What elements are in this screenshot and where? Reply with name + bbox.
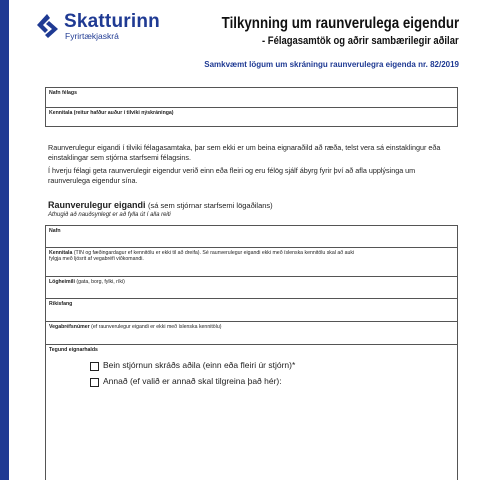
owner-section-hint: (sá sem stjórnar starfsemi lögaðilans) [148,201,273,210]
owner-passport-label [49,324,221,330]
owner-id-hint-2: fylgja með ljósrit af vegabréfi viðkomandi. [49,256,144,262]
document-subtitle: - Félagasamtök og aðrir sambærilegir aðilar [262,35,459,47]
organization-form [45,87,458,127]
owner-country-label: Ríkisfang [49,301,73,307]
owner-passport-hint: (ef raunverulegur eigandi er ekki með íslenska kennitölu) [91,324,222,330]
organization-id-field[interactable] [46,108,457,126]
owner-form [45,225,458,480]
organization-id-label: Kennitala (reitur hafður auður í tilviki nýskráninga) [49,110,174,116]
direct-control-option: Bein stjórnun skráðs aðila (einn eða fleiri úr stjórn)* [103,360,296,370]
law-reference: Samkvæmt lögum um skráningu raunverulegra eigenda nr. 82/2019 [204,60,459,69]
ownership-type-label: Tegund eignarhalds [49,347,98,353]
owner-id-label-text: Kennitala [49,250,73,256]
organization-name-field[interactable] [46,88,457,108]
brand-mark-icon [36,13,60,39]
owner-section-note: Athugið að nauðsynlegt er að fylla út í alla reiti [48,212,171,218]
document-title: Tilkynning um raunverulega eigendur [221,15,459,32]
other-checkbox[interactable] [90,378,99,387]
owner-country-field[interactable] [46,299,457,322]
owner-id-field[interactable] [46,248,457,277]
organization-name-label: Nafn félags [49,90,77,96]
owner-address-field[interactable] [46,277,457,299]
owner-address-label-text: Lögheimili [49,279,75,285]
left-accent-bar [0,0,9,480]
owner-section-title [48,200,273,210]
direct-control-checkbox[interactable] [90,362,99,371]
brand-tagline: Fyrirtækjaskrá [65,31,119,41]
owner-address-label [49,279,125,285]
other-option: Annað (ef valið er annað skal tilgreina það hér): [103,376,282,386]
logo [36,13,166,43]
owner-passport-label-text: Vegabréfsnúmer [49,324,90,330]
intro-paragraph-2: Í hverju félagi geta raunverulegir eigendur verið einn eða fleiri og eru félög sjálf ábyrg fyrir því að afla upplýsinga um raunverulega eigendur sína. [48,166,416,185]
owner-name-field[interactable] [46,226,457,248]
owner-address-hint: (gata, borg, fylki, ríki) [76,279,125,285]
brand-name: Skatturinn [64,11,160,32]
owner-section-heading: Raunverulegur eigandi [48,200,146,210]
intro-paragraph-1: Raunverulegur eigandi í tilviki félagasamtaka, þar sem ekki er um beina eignaraðild að ræða, telst vera sá einstaklingur eða einstaklingar sem stjórna starfsemi félagsins. [48,143,441,162]
owner-id-hint: (TIN og fæðingardagur ef kennitölu er ekki til að dreifa). Sé raunverulegur eigandi ekki með íslenska kennitölu skal að auki [73,250,355,256]
owner-passport-field[interactable] [46,322,457,345]
owner-name-label: Nafn [49,228,61,234]
